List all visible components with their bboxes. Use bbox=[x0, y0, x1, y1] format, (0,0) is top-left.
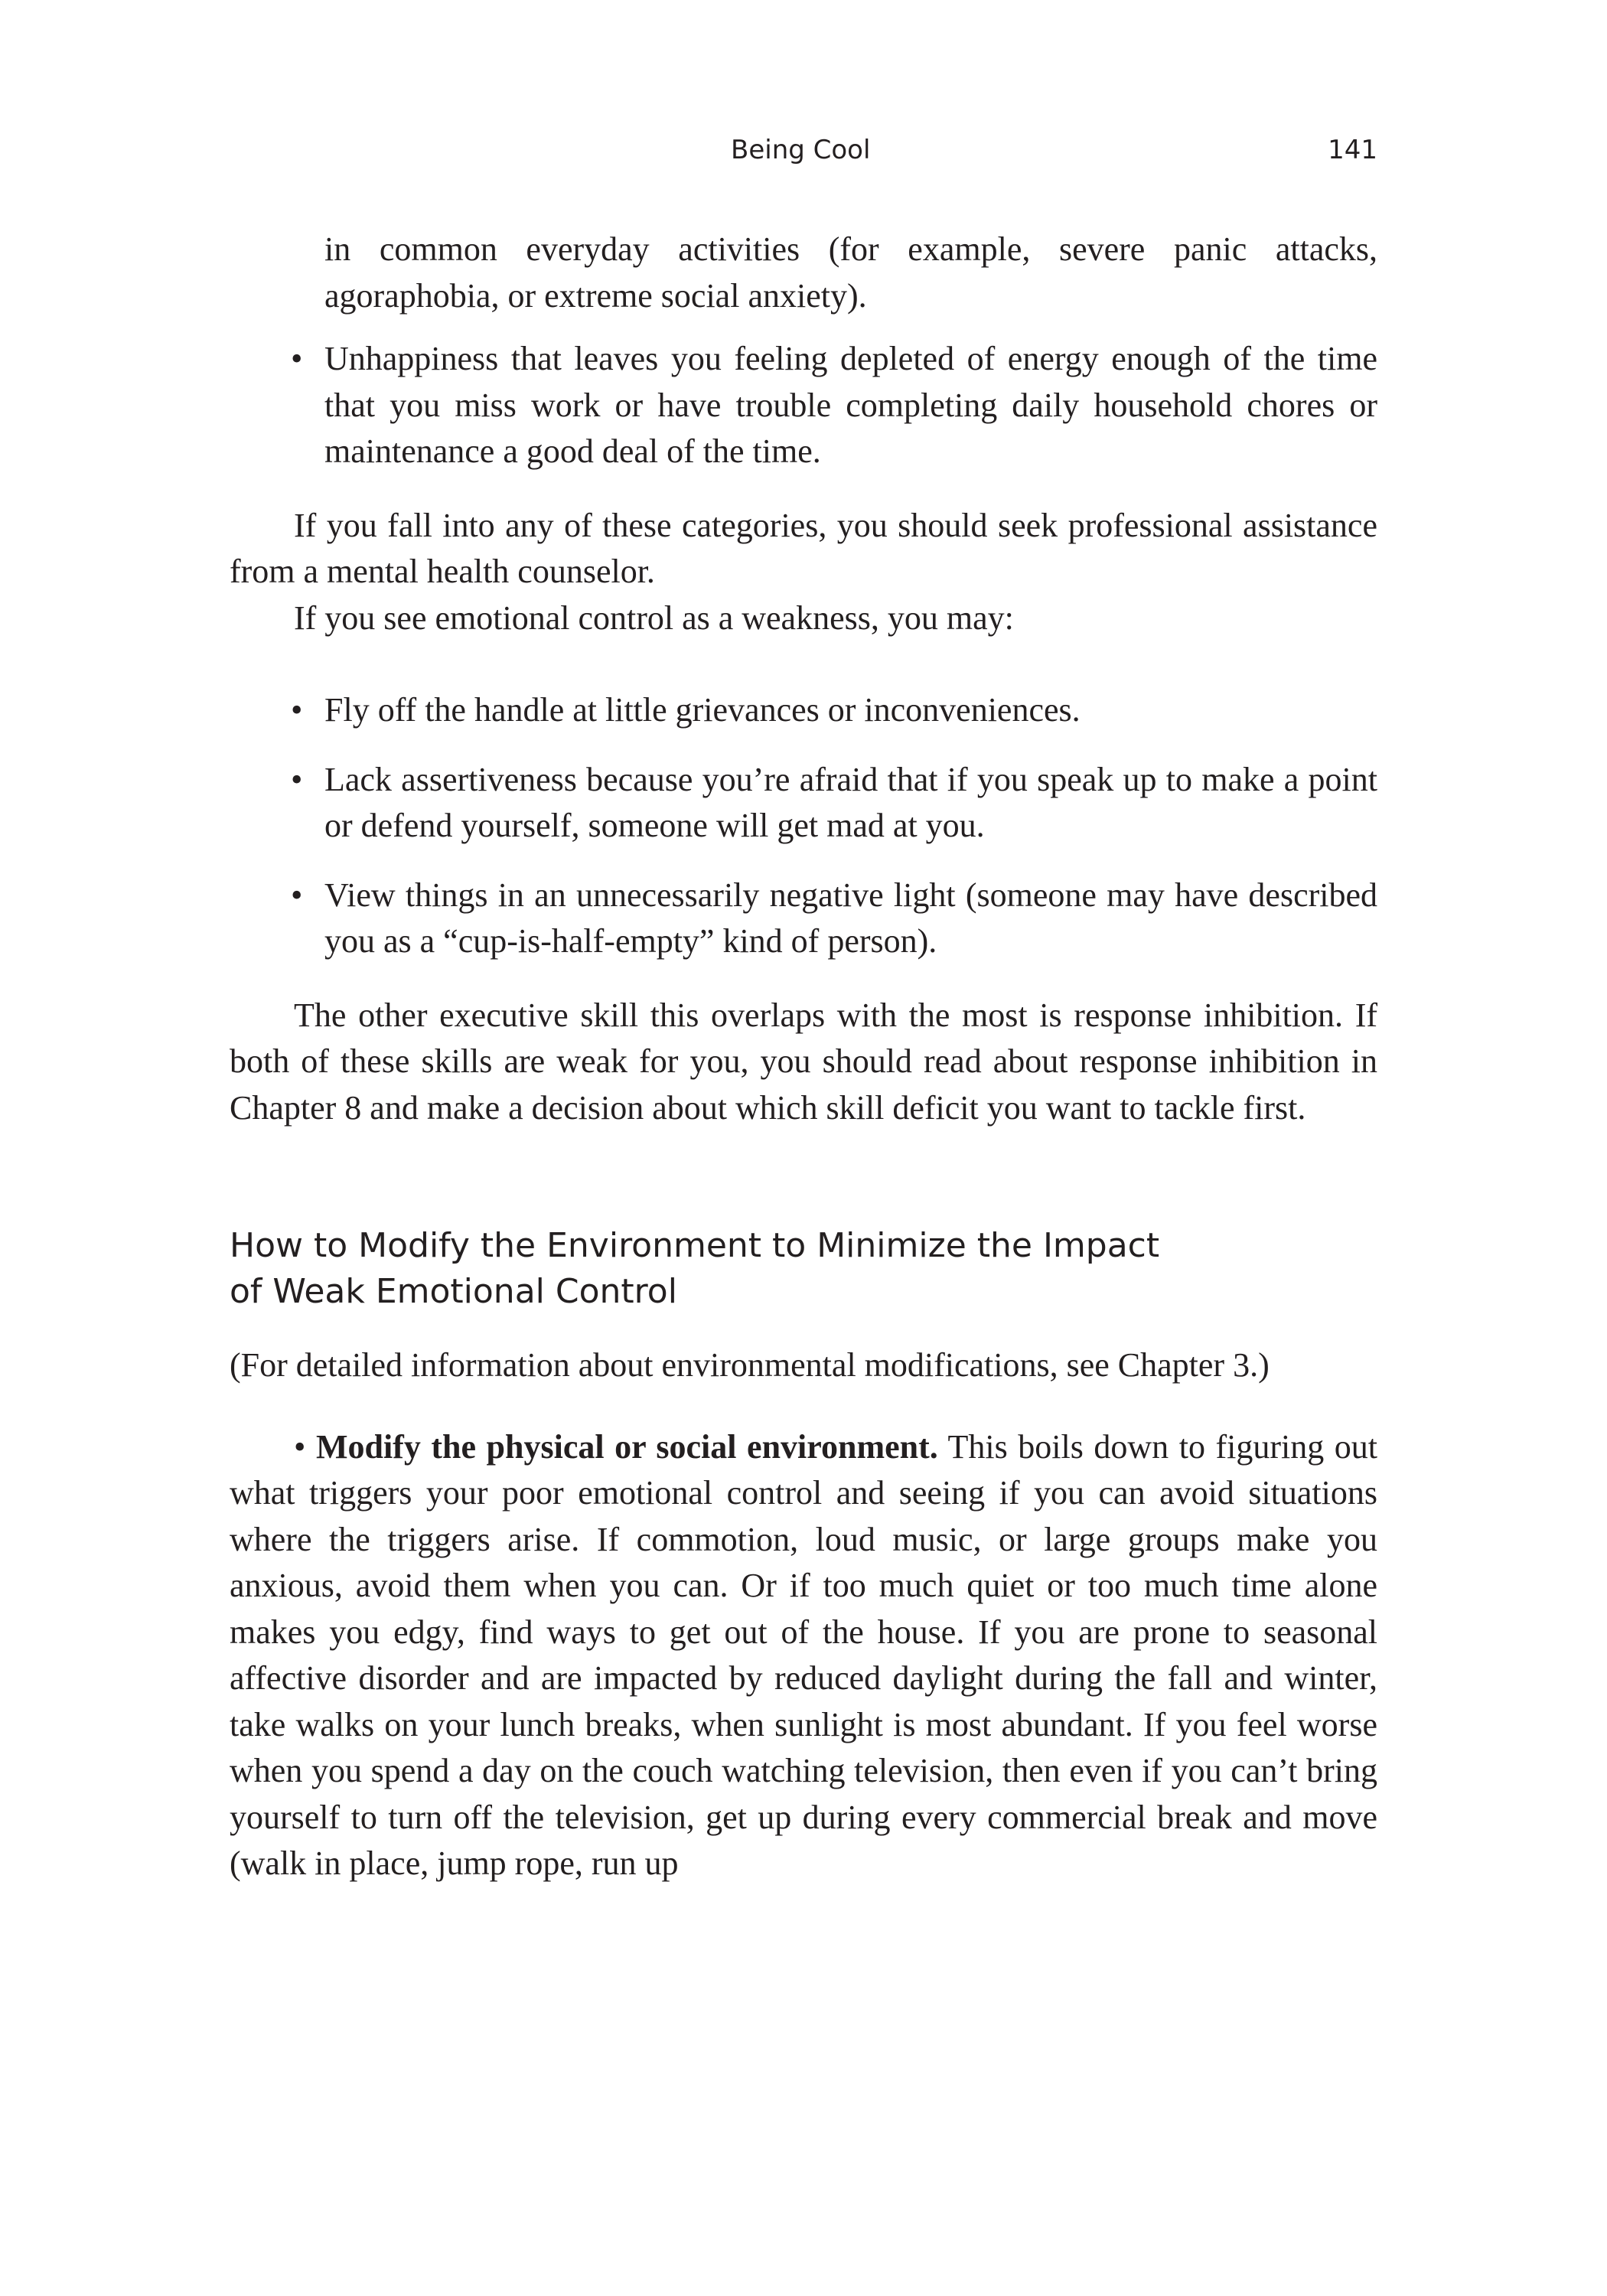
list-item-text: in common everyday activities (for example, severe panic attacks, agoraphobia, or extreme social anxiety). bbox=[324, 230, 1377, 315]
page-number: 141 bbox=[1328, 135, 1377, 165]
bullet-list-symptoms bbox=[230, 687, 1377, 965]
section-heading-line-1: How to Modify the Environment to Minimize the Impact bbox=[230, 1226, 1160, 1265]
bullet-icon: • bbox=[291, 876, 303, 914]
bullet-list-conditions bbox=[230, 227, 1377, 475]
paragraph-professional-help: If you fall into any of these categories, you should seek professional assistance from a mental health counselor. bbox=[230, 506, 1377, 590]
paragraph-overlap: The other executive skill this overlaps with the most is response inhibition. If both of these skills are weak for you, you should read about response inhibition in Chapter 8 and make a decision about which skill deficit you want to tackle first. bbox=[230, 996, 1377, 1127]
list-item bbox=[230, 227, 1377, 319]
bullet-icon: • bbox=[291, 340, 303, 377]
list-item-text: Lack assertiveness because you’re afraid that if you speak up to make a point or defend yourself, someone will get mad at you. bbox=[324, 760, 1377, 844]
list-item bbox=[230, 687, 1377, 734]
list-item-text: Fly off the handle at little grievances or inconveniences. bbox=[324, 691, 1081, 729]
paragraph-modify-environment bbox=[230, 1424, 1377, 1887]
reference-note: (For detailed information about environmental modifications, see Chapter 3.) bbox=[230, 1346, 1270, 1384]
run-in-heading: Modify the physical or social environment. bbox=[315, 1427, 938, 1466]
list-item bbox=[230, 757, 1377, 850]
bullet-icon: • bbox=[291, 760, 303, 798]
section-heading-line-2: of Weak Emotional Control bbox=[230, 1272, 677, 1311]
page-body bbox=[230, 227, 1377, 1887]
bullet-icon: • bbox=[291, 691, 303, 729]
list-item-text: View things in an unnecessarily negative light (someone may have described you as a “cup-is-half-empty” kind of person). bbox=[324, 876, 1377, 960]
running-head: Being Cool bbox=[731, 135, 871, 165]
paragraph-text: This boils down to figuring out what triggers your poor emotional control and seeing if you can avoid situations where the triggers arise. If commotion, loud music, or large groups make you anxious, avoid them when you can. Or if too much quiet or too much time alone makes you edgy, find ways to get out of the house. If you are prone to seasonal affective disorder and are impacted by reduced daylight during the fall and winter, take walks on your lunch breaks, when sunlight is most abundant. If you feel worse when you spend a day on the couch watching television, then even if you can’t bring yourself to turn off the television, get up during every commercial break and move (walk in place, jump rope, run up bbox=[230, 1427, 1377, 1882]
list-item-text: Unhappiness that leaves you feeling depleted of energy enough of the time that you miss work or have trouble completing daily household chores or maintenance a good deal of the time. bbox=[324, 340, 1377, 470]
list-item bbox=[230, 336, 1377, 475]
page-header bbox=[230, 135, 1377, 173]
section-heading bbox=[230, 1223, 1377, 1315]
bullet-icon: • bbox=[294, 1427, 306, 1466]
paragraph-weakness-intro: If you see emotional control as a weakness, you may: bbox=[294, 598, 1014, 637]
list-item bbox=[230, 872, 1377, 965]
